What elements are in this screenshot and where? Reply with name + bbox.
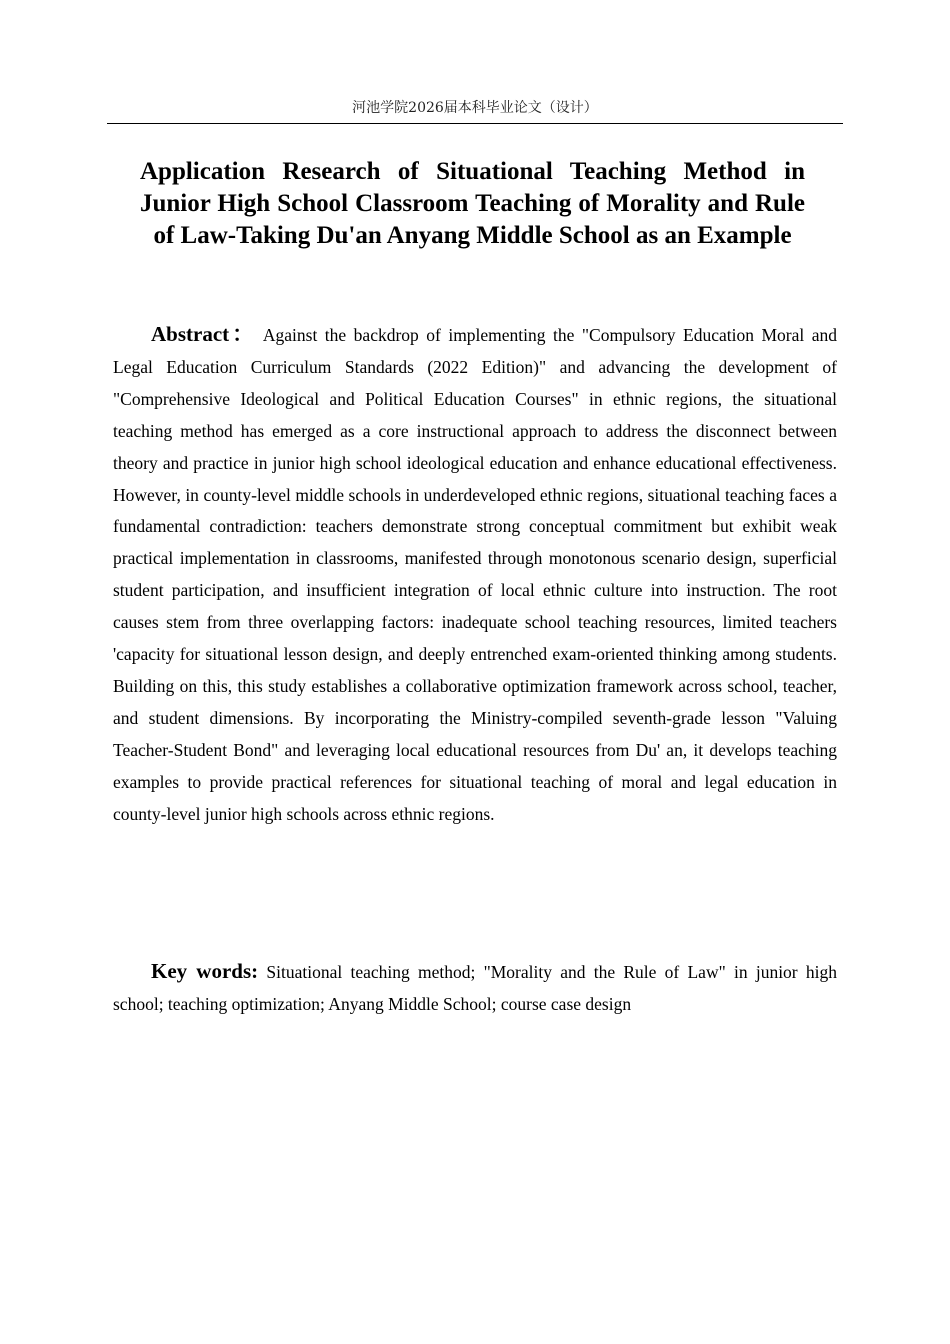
keywords-paragraph	[113, 956, 837, 1021]
abstract-text: Against the backdrop of implementing the "Compulsory Education Moral and Legal Education Curriculum Standards (2022 Edition)" and advancing the development of "Comprehensive Ideological and Political Education Courses" in ethnic regions, the situational teaching method has emerged as a core instructional approach to address the disconnect between theory and practice in junior high school ideological education and enhance educational effectiveness. However, in county-level middle schools in underdeveloped ethnic regions, situational teaching faces a fundamental contradiction: teachers demonstrate strong conceptual commitment but exhibit weak practical implementation in classrooms, manifested through monotonous scenario design, superficial student participation, and insufficient integration of local ethnic culture into instruction. The root causes stem from three overlapping factors: inadequate school teaching resources, limited teachers 'capacity for situational lesson design, and deeply entrenched exam-oriented thinking among students. Building on this, this study establishes a collaborative optimization framework across school, teacher, and student dimensions. By incorporating the Ministry-compiled seventh-grade lesson "Valuing Teacher-Student Bond" and leveraging local educational resources from Du' an, it develops teaching examples to provide practical references for situational teaching of moral and legal education in county-level junior high schools across ethnic regions.	[113, 325, 837, 824]
abstract-paragraph	[113, 319, 837, 831]
paper-title: Application Research of Situational Teaching Method in Junior High School Classroom Teaching of Morality and Rule of Law-Taking Du'an Anyang Middle School as an Example	[140, 158, 805, 249]
header-rule	[107, 123, 843, 124]
running-header: 河池学院2026届本科毕业论文（设计）	[352, 100, 598, 116]
keywords-text: Situational teaching method; "Morality and the Rule of Law" in junior high school; teaching optimization; Anyang Middle School; course case design	[113, 962, 837, 1014]
abstract-label: Abstract：	[151, 322, 257, 346]
keywords-label: Key words:	[151, 959, 259, 983]
